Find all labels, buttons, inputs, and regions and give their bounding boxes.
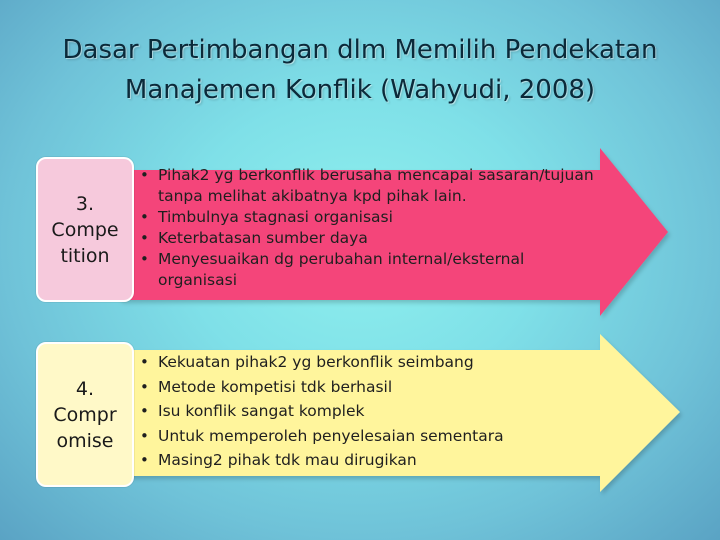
- competition-label-box: [36, 157, 134, 302]
- bullet-item: • Untuk memperoleh penyelesaian sementara: [140, 426, 504, 445]
- bullet-item: • Menyesuaikan dg perubahan internal/eksternal organisasi: [140, 250, 525, 289]
- bullet-item: • Isu konflik sangat komplek: [140, 402, 365, 420]
- bullet-item: • Kekuatan pihak2 yg berkonflik seimbang: [140, 353, 474, 371]
- compromise-label: 4. Compr omise: [53, 377, 117, 452]
- title-line-2: Manajemen Konflik (Wahyudi, 2008): [124, 75, 596, 105]
- title-line-1: Dasar Pertimbangan dlm Memilih Pendekatan: [62, 35, 658, 65]
- bullet-item: • Metode kompetisi tdk berhasil: [140, 377, 393, 396]
- bullet-item: • Timbulnya stagnasi organisasi: [140, 208, 393, 226]
- competition-bullet-list: [138, 165, 608, 291]
- competition-label: 3. Compe tition: [51, 192, 119, 267]
- compromise-bullet-list: [138, 350, 598, 473]
- bullet-item: • Masing2 pihak tdk mau dirugikan: [140, 451, 417, 469]
- compromise-label-box: [36, 342, 134, 487]
- bullet-item: • Keterbatasan sumber daya: [140, 229, 368, 247]
- bullet-item: • Pihak2 yg berkonflik berusaha mencapai sasaran/tujuan tanpa melihat akibatnya kpd pihak lain.: [140, 166, 594, 205]
